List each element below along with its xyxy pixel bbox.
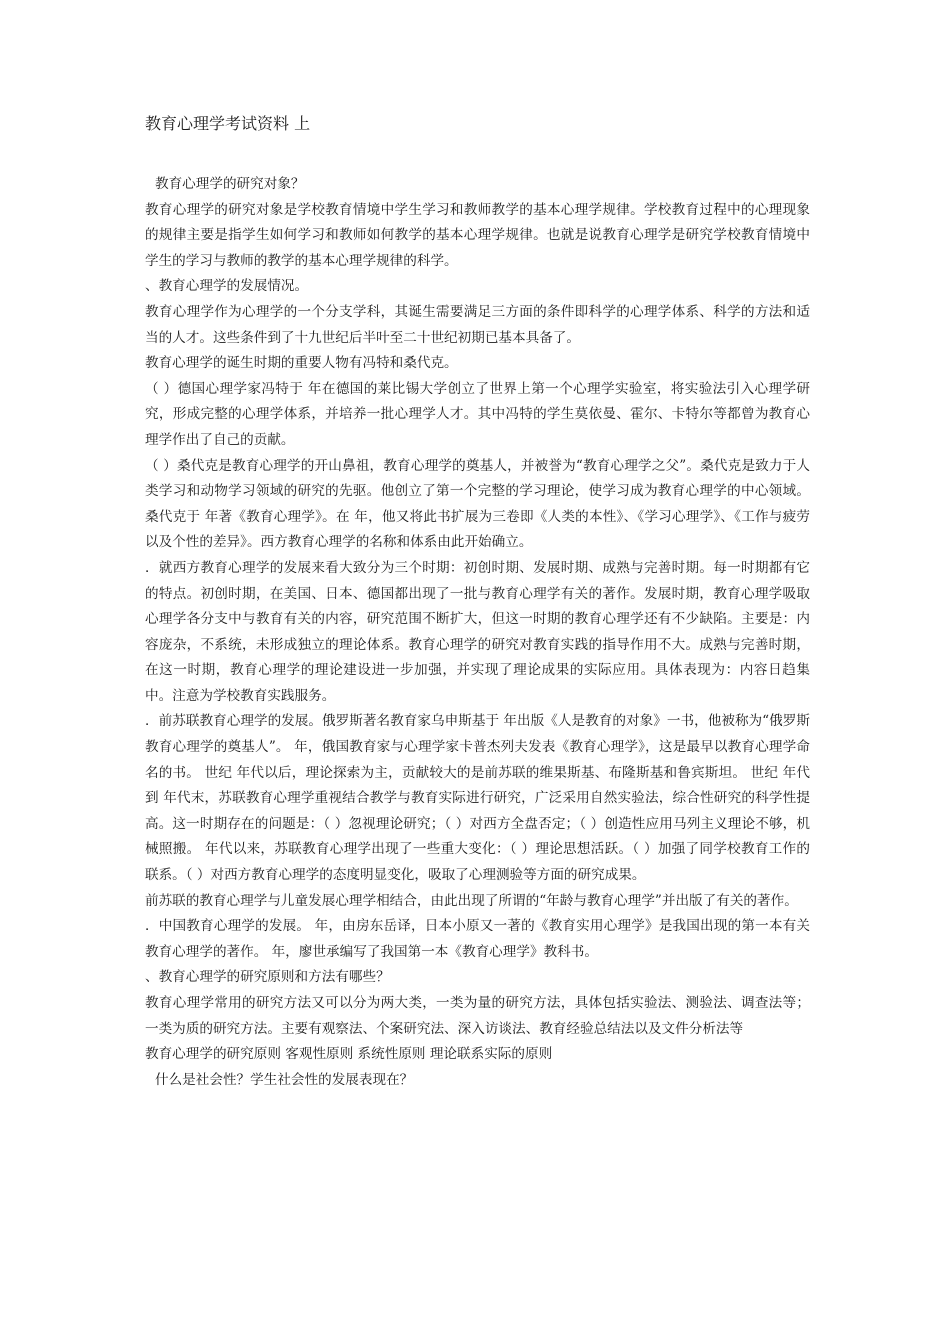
paragraph-key-figures: 教育心理学的诞生时期的重要人物有冯特和桑代克。 xyxy=(145,355,458,372)
document-body xyxy=(145,172,810,1093)
paragraph-birth-conditions: 教育心理学作为心理学的一个分支学科，其诞生需要满足三方面的条件即科学的心理学体系、科学的方法和适当的人才。这些条件到了十九世纪后半叶至二十世纪初期已基本具备了。 xyxy=(145,303,810,346)
paragraph-methods: 教育心理学常用的研究方法又可以分为两大类，一类为量的研究方法，具体包括实验法、测验法、调查法等；一类为质的研究方法。主要有观察法、个案研究法、深入访谈法、教育经验总结法以及文件分析法等 xyxy=(145,995,810,1037)
heading-principles-methods: 、教育心理学的研究原则和方法有哪些？ xyxy=(145,969,390,986)
paragraph-research-object: 教育心理学的研究对象是学校教育情境中学生学习和教师教学的基本心理学规律。学校教育过程中的心理现象的规律主要是指学生如何学习和教师如何教学的基本心理学规律。也就是说教育心理学是研究学校教育情境中学生的学习与教师的教学的基本心理学规律的科学。 xyxy=(145,201,810,269)
paragraph-age-psychology: 前苏联的教育心理学与儿童发展心理学相结合，由此出现了所谓的“年龄与教育心理学”并出版了有关的著作。 xyxy=(145,892,798,909)
paragraph-wundt: （ ）德国心理学家冯特于 年在德国的莱比锡大学创立了世界上第一个心理学实验室，将实验法引入心理学研究，形成完整的心理学体系，并培养一批心理学人才。其中冯特的学生莫依曼、霍尔、卡特尔等都曾为教育心理学作出了自己的贡献。 xyxy=(145,380,810,448)
paragraph-china-development: ．中国教育心理学的发展。 年，由房东岳译，日本小原又一著的《教育实用心理学》是我国出现的第一本有关教育心理学的著作。 年，廖世承编写了我国第一本《教育心理学》教科书。 xyxy=(145,918,810,960)
paragraph-western-periods: ．就西方教育心理学的发展来看大致分为三个时期：初创时期、发展时期、成熟与完善时期。每一时期都有它的特点。初创时期，在美国、日本、德国都出现了一批与教育心理学有关的著作。发展时期，教育心理学吸取心理学各分支中与教育有关的内容，研究范围不断扩大，但这一时期的教育心理学还有不少缺陷。主要是：内容庞杂，不系统，未形成独立的理论体系。教育心理学的研究对教育实践的指导作用不大。成熟与完善时期，在这一时期，教育心理学的理论建设进一步加强，并实现了理论成果的实际应用。具体表现为：内容日趋集中。注意为学校教育实践服务。 xyxy=(145,559,810,704)
paragraph-principles: 教育心理学的研究原则 客观性原则 系统性原则 理论联系实际的原则 xyxy=(145,1046,553,1063)
question-sociality: 什么是社会性？学生社会性的发展表现在？ xyxy=(155,1071,414,1088)
heading-development: 、教育心理学的发展情况。 xyxy=(145,278,309,295)
document-title: 教育心理学考试资料 上 xyxy=(145,114,311,133)
paragraph-thorndike: （ ）桑代克是教育心理学的开山鼻祖，教育心理学的奠基人，并被誉为“教育心理学之父”。桑代克是致力于人类学习和动物学习领域的研究的先驱。他创立了第一个完整的学习理论，使学习成为教育心理学的中心领域。桑代克于 年著《教育心理学》。在 年，他又将此书扩展为三卷即《人类的本性》、《学习心理学》、《工作与疲劳以及个性的差异》。西方教育心理学的名称和体系由此开始确立。 xyxy=(145,457,810,551)
paragraph-soviet-development: ．前苏联教育心理学的发展。俄罗斯著名教育家乌申斯基于 年出版《人是教育的对象》一书，他被称为“俄罗斯教育心理学的奠基人”。 年，俄国教育家与心理学家卡普杰列夫发表《教育心理学》，这是最早以教育心理学命名的书。 世纪 年代以后，理论探索为主，贡献较大的是前苏联的维果斯基、布隆斯基和鲁宾斯坦。 世纪 年代到 年代末，苏联教育心理学重视结合教学与教育实际进行研究，广泛采用自然实验法，综合性研究的科学性提高。这一时期存在的问题是：（ ）忽视理论研究；（ ）对西方全盘否定；（ ）创造性应用马列主义理论不够，机械照搬。 年代以来，苏联教育心理学出现了一些重大变化：（ ）理论思想活跃。（ ）加强了同学校教育工作的联系。（ ）对西方教育心理学的态度明显变化，吸取了心理测验等方面的研究成果。 xyxy=(145,713,810,884)
question-research-object: 教育心理学的研究对象？ xyxy=(155,176,305,192)
